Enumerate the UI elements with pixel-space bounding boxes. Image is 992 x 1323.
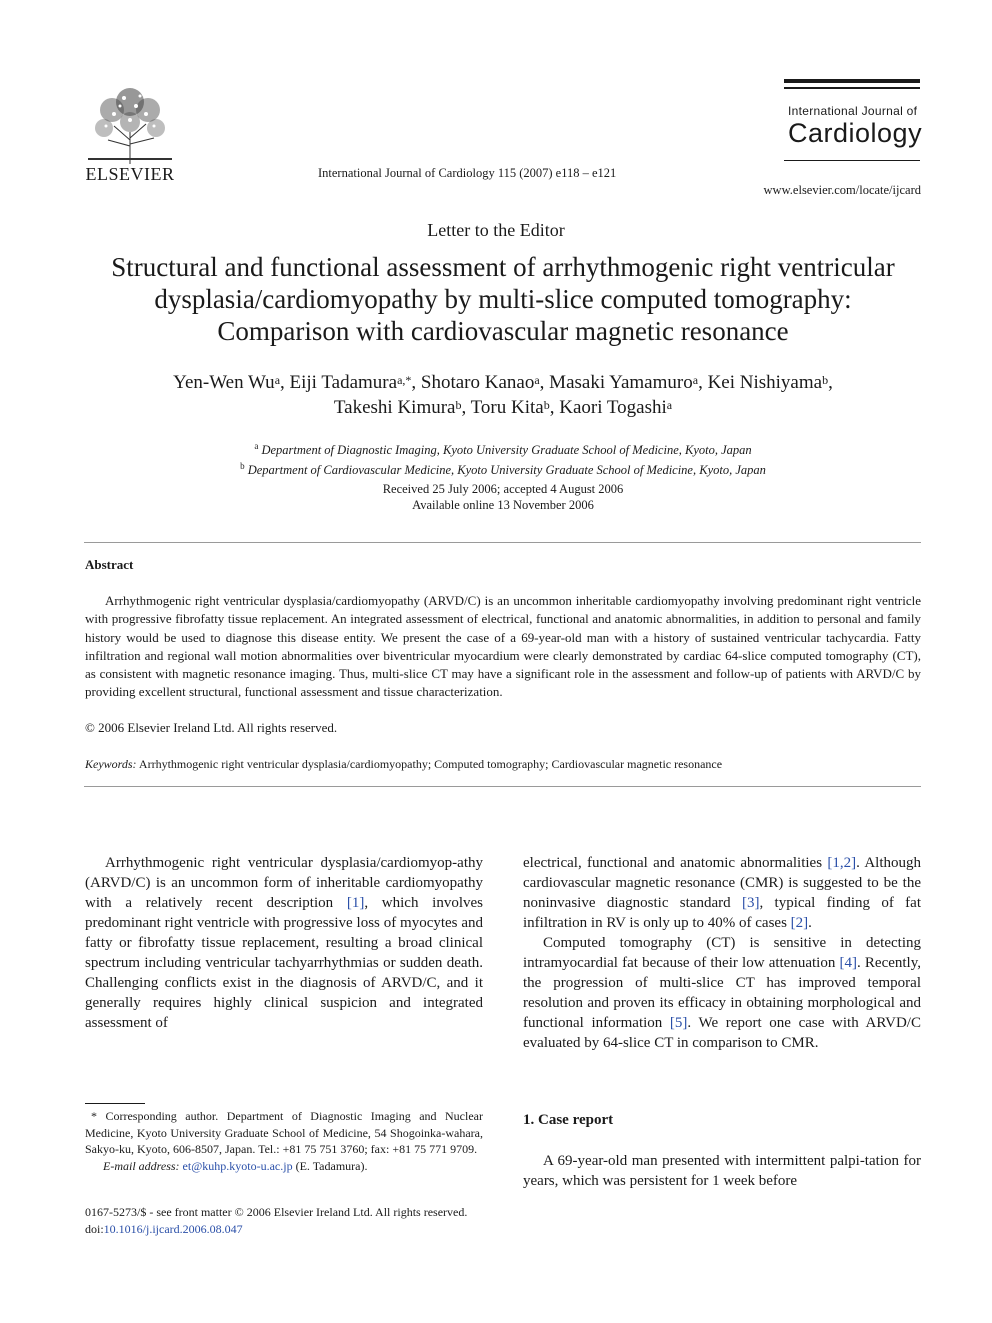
keywords	[85, 757, 722, 772]
journal-brand-big: Cardiology	[788, 118, 923, 148]
text-run: , typical finding of fat infiltration in RV is only up to 40% of cases	[523, 895, 921, 931]
footnote-text: * Corresponding author. Department of Diagnostic Imaging and Nuclear Medicine, Kyoto University Graduate School of Medicine, 54 Shogoinka-wahara, Sakyo-ku, Kyoto, 606-8507, Japan. Tel.: +81 75 751 3760; fax: +81 75 771 9709.	[85, 1109, 483, 1156]
keywords-label: Keywords:	[85, 757, 137, 771]
received-date: Received 25 July 2006; accepted 4 August 2006	[382, 482, 624, 496]
body-paragraph	[523, 853, 921, 933]
affiliations	[70, 438, 936, 478]
email-suffix: (E. Tadamura).	[292, 1158, 368, 1173]
abstract-heading: Abstract	[85, 557, 134, 572]
journal-citation: International Journal of Cardiology 115 (2007) e118 – e121	[318, 166, 617, 180]
author-name: Kaori Togashi	[559, 397, 667, 418]
body-column-right	[523, 853, 921, 1053]
body-paragraph	[523, 933, 921, 1053]
author-affil-mark: b	[455, 398, 462, 412]
doi-link[interactable]: 10.1016/j.ijcard.2006.08.047	[103, 1222, 243, 1236]
author-list: Yen-Wen Wu$^a$, Eiji Tadamura$^{a,*}$, Shotaro Kanao$^a$, Masaki Yamamuro$^a$, Kei Nishiyama$^b$, Takeshi Kimura$^b$, Toru Kita$^b$, Kaori Togashi$^a$	[173, 372, 833, 418]
article-type: Letter to the Editor	[427, 220, 565, 240]
author-affil-mark: b	[822, 373, 829, 387]
abstract-copyright: © 2006 Elsevier Ireland Ltd. All rights reserved.	[85, 720, 338, 735]
author-affil-mark: a	[534, 373, 540, 387]
citation-link[interactable]: [2]	[790, 915, 809, 931]
abstract-text: Arrhythmogenic right ventricular dysplasia/cardiomyopathy (ARVD/C) is an uncommon inheritable cardiomyopathy involving predominant right ventricle with progressive fibrofatty tissue replacement. An integrated assessment of electrical, functional and anatomic abnormalities, in addition to personal and family history would be used to diagnose this disease entity. We present the case of a 69-year-old man with a history of sustained ventricular tachycardia. Fatty infiltration and regional wall motion abnormalities over biventricular myocardium were clearly demonstrated by cardiac 64-slice computed tomography (CT), as consistent with magnetic resonance imaging. Thus, multi-slice CT may have a significant role in the assessment and follow-up of patients with ARVD/C by providing excellent structural, functional assessment and tissue characterization.	[85, 593, 921, 700]
affiliation-text: Department of Cardiovascular Medicine, Kyoto University Graduate School of Medicine, Kyoto, Japan	[247, 463, 766, 478]
author-name: Yen-Wen Wu	[173, 372, 275, 393]
affil-mark: b	[240, 461, 245, 472]
text-run: . Recently, the progression of multi-slice CT has improved temporal resolution and proven its efficacy in obtaining morphological and functional information	[523, 955, 921, 1031]
abstract-top-rule	[84, 542, 921, 543]
brand-rule-top	[784, 79, 920, 83]
author-name: Takeshi Kimura	[333, 397, 456, 418]
author-name: Shotaro Kanao	[420, 372, 535, 393]
author-name: Eiji Tadamura	[289, 372, 398, 393]
corresponding-author-footnote	[85, 1108, 483, 1174]
affil-mark: a	[254, 441, 259, 451]
case-report-text	[523, 1151, 921, 1191]
author-affil-mark: b	[543, 398, 550, 412]
article-title	[70, 251, 936, 347]
author-affil-mark: a	[666, 398, 673, 412]
available-date: Available online 13 November 2006	[412, 498, 594, 512]
journal-url[interactable]: www.elsevier.com/locate/ijcard	[763, 183, 921, 197]
email-label: E-mail address:	[103, 1158, 180, 1173]
body-column-left	[85, 853, 483, 1033]
text-run: Computed tomography (CT) is sensitive in detecting intramyocardial fat because of their low attenuation	[523, 935, 921, 971]
author-name: Kei Nishiyama	[707, 372, 823, 393]
author-affil-mark: a	[274, 373, 281, 387]
publisher-name: ELSEVIER	[85, 164, 175, 184]
footnote-rule	[85, 1103, 145, 1104]
text-run: . We report one case with ARVD/C evaluated by 64-slice CT in comparison to CMR.	[523, 1015, 921, 1051]
citation-link[interactable]: [1]	[346, 895, 365, 911]
citation-link[interactable]: [1,2]	[827, 855, 857, 871]
title-line: Structural and functional assessment of arrhythmogenic right ventricular	[111, 252, 895, 282]
doi-label: doi:	[85, 1222, 104, 1236]
body-paragraph	[85, 853, 483, 1033]
text-run: electrical, functional and anatomic abnormalities	[523, 855, 828, 871]
section-heading: 1. Case report	[523, 1112, 614, 1128]
text-run: Arrhythmogenic right ventricular dysplasia/cardiomyop-athy (ARVD/C) is an uncommon form of inheritable cardiomyopathy with a relatively recent description	[85, 855, 483, 911]
author-name: Toru Kita	[470, 397, 544, 418]
title-line: Comparison with cardiovascular magnetic resonance	[217, 316, 789, 346]
abstract-bottom-rule	[84, 786, 921, 787]
citation-link[interactable]: [4]	[839, 955, 857, 971]
text-run: .	[808, 915, 812, 931]
text-run: , which involves predominant right ventricle with progressive loss of myocytes and fatty or fibrofatty tissue replacement, resulting a broad clinical spectrum including ventricular tachyarrhythmias or sudden death. Challenging conflicts exist in the diagnosis of ARVD/C, and it generally requires highly clinical suspicion and integrated assessment of	[85, 895, 483, 1031]
author-affil-mark: a	[692, 373, 699, 387]
title-line: dysplasia/cardiomyopathy by multi-slice computed tomography:	[154, 284, 852, 314]
author-affil-mark: a,*	[397, 373, 412, 387]
keywords-list: Arrhythmogenic right ventricular dysplasia/cardiomyopathy; Computed tomography; Cardiovascular magnetic resonance	[138, 757, 723, 771]
brand-rule-second	[784, 87, 920, 89]
journal-brand-small: International Journal of	[788, 104, 918, 118]
author-name: Masaki Yamamuro	[549, 372, 693, 393]
brand-rule-bottom	[784, 160, 920, 161]
text-run: . Although cardiovascular magnetic resonance (CMR) is suggested to be the noninvasive diagnostic standard	[523, 855, 921, 911]
article-dates	[70, 481, 936, 513]
citation-link[interactable]: [5]	[669, 1015, 688, 1031]
affiliation-text: Department of Diagnostic Imaging, Kyoto University Graduate School of Medicine, Kyoto, Japan	[261, 443, 752, 458]
front-matter	[85, 1204, 467, 1238]
body-paragraph: A 69-year-old man presented with intermittent palpi-tation for years, which was persistent for 1 week before	[523, 1153, 921, 1189]
issn-line: 0167-5273/$ - see front matter © 2006 Elsevier Ireland Ltd. All rights reserved.	[85, 1205, 468, 1219]
citation-link[interactable]: [3]	[741, 895, 760, 911]
elsevier-tree-logo	[84, 80, 176, 164]
email-link[interactable]: et@kuhp.kyoto-u.ac.jp	[182, 1158, 293, 1173]
